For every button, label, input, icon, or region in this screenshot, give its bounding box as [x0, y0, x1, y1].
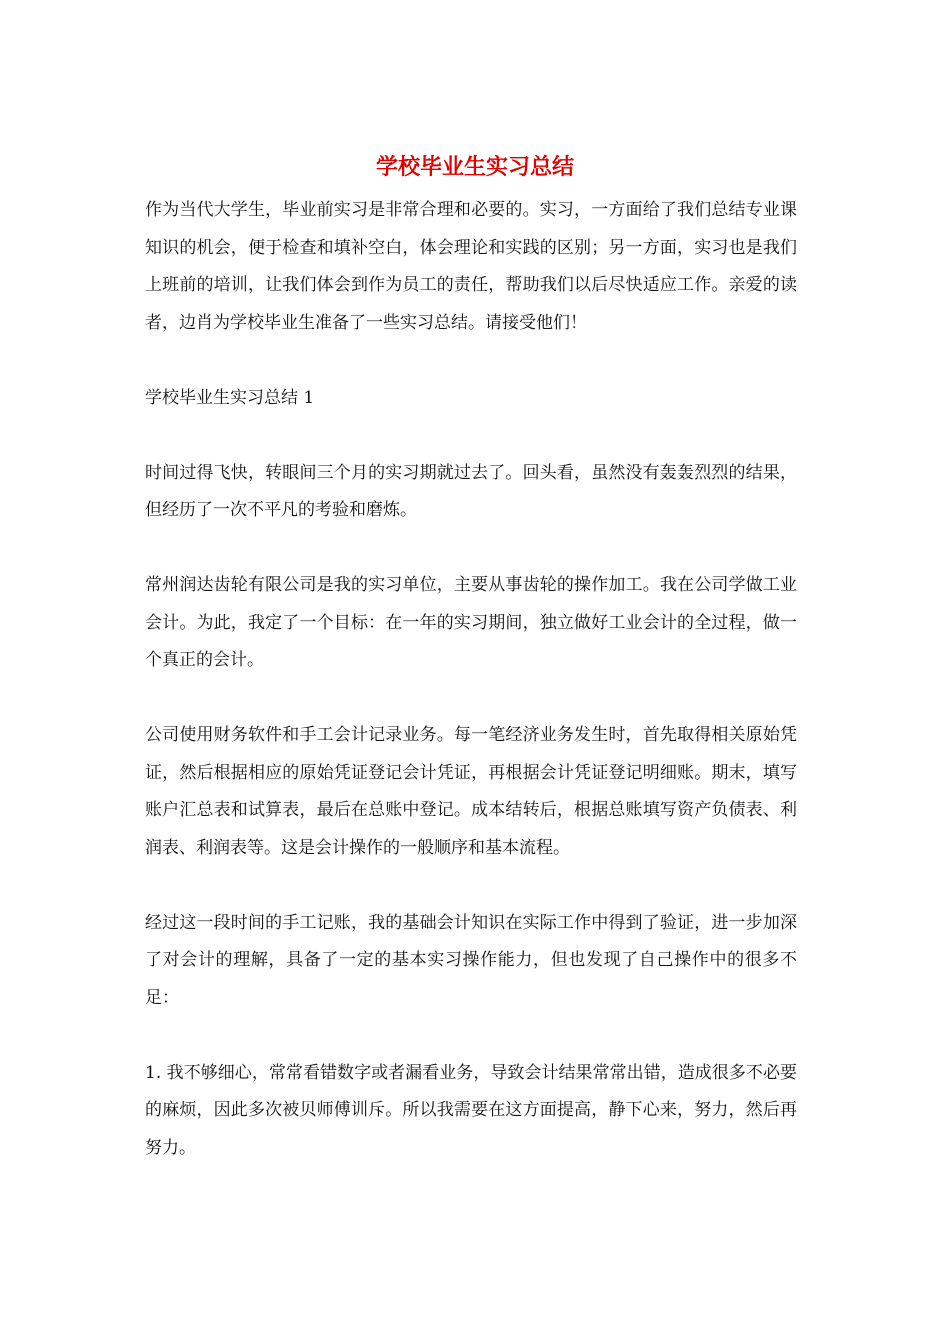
body-paragraph: 公司使用财务软件和手工会计记录业务。每一笔经济业务发生时，首先取得相关原始凭证，然后根据相应的原始凭证登记会计凭证，再根据会计凭证登记明细账。期末，填写账户汇总表和试算表，最后在总账中登记。成本结转后，根据总账填写资产负债表、利润表、利润表等。这是会计操作的一般顺序和基本流程。 [145, 725, 797, 858]
body-paragraph: 时间过得飞快，转眼间三个月的实习期就过去了。回头看，虽然没有轰轰烈烈的结果，但经历了一次不平凡的考验和磨炼。 [145, 462, 797, 520]
intro-paragraph: 作为当代大学生，毕业前实习是非常合理和必要的。实习，一方面给了我们总结专业课知识的机会，便于检查和填补空白，体会理论和实践的区别；另一方面，实习也是我们上班前的培训，让我们体会到作为员工的责任，帮助我们以后尽快适应工作。亲爱的读者，边肖为学校毕业生准备了一些实习总结。请接受他们！ [145, 200, 797, 333]
body-paragraph: 常州润达齿轮有限公司是我的实习单位，主要从事齿轮的操作加工。我在公司学做工业会计。为此，我定了一个目标：在一年的实习期间，独立做好工业会计的全过程，做一个真正的会计。 [145, 575, 797, 670]
document-title: 学校毕业生实习总结 [375, 155, 574, 180]
list-item-paragraph: 1. 我不够细心，常常看错数字或者漏看业务，导致会计结果常常出错，造成很多不必要的麻烦，因此多次被贝师傅训斥。所以我需要在这方面提高，静下心来，努力，然后再努力。 [145, 1062, 797, 1158]
body-paragraph: 经过这一段时间的手工记账，我的基础会计知识在实际工作中得到了验证，进一步加深了对会计的理解，具备了一定的基本实习操作能力，但也发现了自己操作中的很多不足： [145, 912, 797, 1008]
section-heading: 学校毕业生实习总结 1 [145, 387, 315, 408]
document-body [145, 192, 797, 1205]
